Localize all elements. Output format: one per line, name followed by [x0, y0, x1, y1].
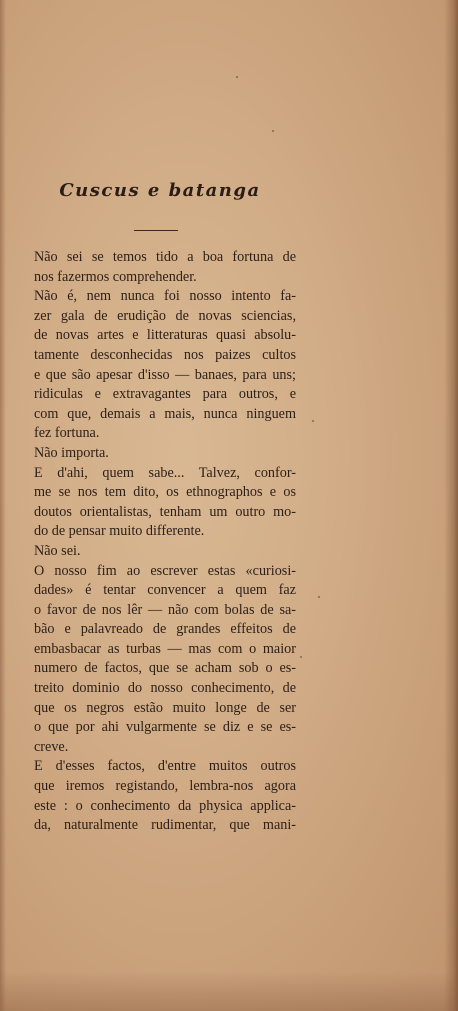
text-line: fez fortuna. — [34, 425, 100, 442]
text-line: zer gala de erudição de novas sciencias, — [34, 307, 296, 324]
chapter-title: Cuscus e batanga — [59, 180, 261, 201]
page-bottom-shadow — [0, 971, 458, 1011]
text-line: me se nos tem dito, os ethnographos e os — [34, 484, 296, 501]
paper-speck — [312, 420, 314, 422]
text-line: e que são apesar d'isso — banaes, para uns; — [34, 366, 296, 383]
text-line: treito dominio do nosso conhecimento, de — [34, 680, 296, 697]
text-line: bão e palavreado de grandes effeitos de — [34, 621, 296, 638]
page-right-shadow — [444, 0, 458, 1011]
text-line: tamente desconhecidas nos paizes cultos — [34, 346, 296, 363]
text-line: ridiculas e extravagantes para outros, e — [34, 386, 296, 403]
text-line: embasbacar as turbas — mas com o maior — [34, 640, 296, 657]
text-line: o que por ahi vulgarmente se diz e se es- — [34, 719, 296, 736]
text-line: do de pensar muito differente. — [34, 523, 205, 540]
text-line: o favor de nos lêr — não com bolas de sa- — [34, 601, 296, 618]
text-line: Não importa. — [34, 444, 109, 461]
paper-speck — [272, 130, 274, 132]
text-line: E d'esses factos, d'entre muitos outros — [34, 758, 296, 775]
title-rule — [134, 230, 178, 231]
text-line: Não sei. — [34, 542, 81, 559]
page-left-shadow — [0, 0, 6, 1011]
body-text — [34, 248, 296, 836]
text-line: doutos orientalistas, tenham um outro mo- — [34, 503, 296, 520]
text-line: Não sei se temos tido a boa fortuna de — [34, 249, 296, 265]
paper-speck — [236, 76, 238, 78]
text-line: com que, demais a mais, nunca ninguem — [34, 405, 296, 422]
text-line: da, naturalmente rudimentar, que mani- — [34, 817, 296, 834]
paper-speck — [318, 596, 320, 598]
text-line: numero de factos, que se acham sob o es- — [34, 660, 296, 677]
text-line: que os negros estão muito longe de ser — [34, 699, 296, 716]
paper-speck — [300, 656, 302, 658]
text-line: nos fazermos comprehender. — [34, 268, 197, 285]
text-line: creve. — [34, 738, 69, 755]
text-line: O nosso fim ao escrever estas «curiosi- — [34, 562, 296, 579]
text-line: este : o conhecimento da physica applica- — [34, 797, 296, 814]
text-line: dades» é tentar convencer a quem faz — [34, 582, 296, 599]
text-line: de novas artes e litteraturas quasi absolu- — [34, 327, 296, 344]
text-line: E d'ahi, quem sabe... Talvez, confor- — [34, 464, 296, 481]
text-line: que iremos registando, lembra-nos agora — [34, 778, 296, 795]
text-line: Não é, nem nunca foi nosso intento fa- — [34, 288, 296, 305]
